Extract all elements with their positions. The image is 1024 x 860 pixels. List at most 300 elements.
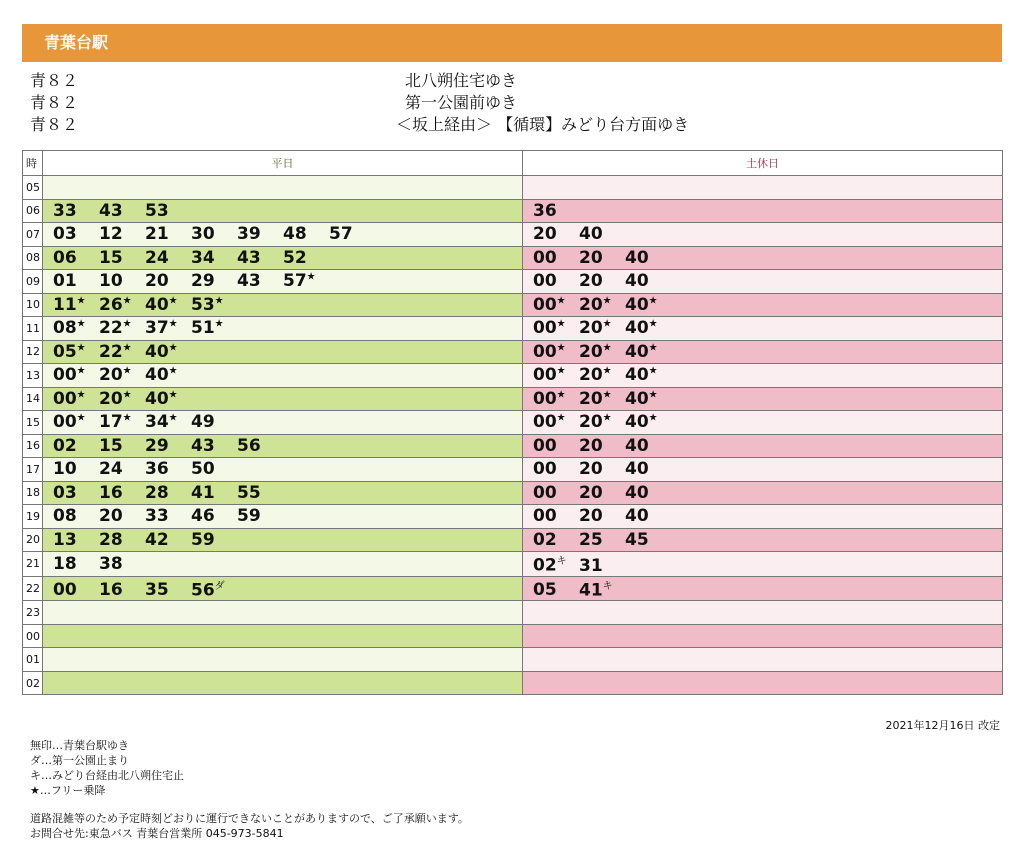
departure-minute: 48 [283,224,307,245]
departure-mark: ★ [556,389,566,401]
weekday-cell [43,246,523,270]
departure-time [283,271,329,291]
departure-minute: 29 [145,435,169,456]
departure-time [533,580,579,600]
departure-time [533,342,579,362]
route-row [30,92,750,114]
hour-cell: 06 [23,199,43,223]
departure-time [579,224,625,244]
departure-minute: 20 [579,318,603,339]
departure-minute: 52 [283,247,307,268]
departure-time [191,412,237,432]
departure-time [625,459,671,479]
departure-time [99,224,145,244]
departure-time [53,389,99,409]
departure-minute: 00 [533,318,557,339]
departure-time [579,530,625,550]
departure-minute: 28 [145,482,169,503]
departure-minute: 40 [625,482,649,503]
hour-cell: 19 [23,505,43,529]
route-list [30,70,750,136]
departure-mark: ★ [122,389,132,401]
departure-minute: 57 [283,271,307,292]
weekday-cell [43,576,523,601]
departure-minute: 20 [579,271,603,292]
departure-time [53,365,99,385]
departure-time [99,554,145,574]
departure-time [99,506,145,526]
holiday-cell [523,364,1003,388]
hour-cell: 23 [23,601,43,625]
table-row [23,387,1003,411]
departure-mark: ★ [122,295,132,307]
departure-time [533,365,579,385]
table-row [23,481,1003,505]
departure-minute: 40 [625,271,649,292]
departure-time [99,580,145,600]
departure-minute: 00 [533,365,557,386]
departure-time [145,248,191,268]
departure-time [53,224,99,244]
hour-cell: 08 [23,246,43,270]
weekday-cell [43,458,523,482]
departure-time [283,224,329,244]
weekday-cell [43,223,523,247]
weekday-cell [43,340,523,364]
weekday-cell [43,293,523,317]
departure-minute: 00 [533,412,557,433]
departure-minute: 00 [533,435,557,456]
station-title: 青葉台駅 [22,24,1002,62]
holiday-cell [523,340,1003,364]
table-row [23,434,1003,458]
table-row [23,223,1003,247]
departure-time [533,530,579,550]
departure-minute: 43 [99,200,123,221]
departure-time [145,530,191,550]
departure-mark: ★ [214,318,224,330]
revision-date: 2021年12月16日 改定 [885,719,1000,732]
holiday-cell [523,528,1003,552]
departure-minute: 26 [99,294,123,315]
departure-time [99,365,145,385]
departure-time [145,436,191,456]
departure-mark: ★ [648,318,658,330]
departure-time [53,201,99,221]
notes [30,738,469,841]
departure-time [145,506,191,526]
departure-time [53,436,99,456]
departure-minute: 55 [237,482,261,503]
contact-text: お問合せ先:東急バス 青葉台営業所 045-973-5841 [30,827,284,840]
hour-cell: 11 [23,317,43,341]
departure-time [579,248,625,268]
departure-time [99,295,145,315]
holiday-cell [523,671,1003,695]
hour-cell: 12 [23,340,43,364]
departure-minute: 39 [237,224,261,245]
departure-time [145,483,191,503]
departure-time [237,271,283,291]
departure-time [625,342,671,362]
departure-minute: 13 [53,529,77,550]
departure-minute: 40 [145,388,169,409]
departure-minute: 20 [579,388,603,409]
table-row [23,528,1003,552]
departure-minute: 42 [145,529,169,550]
departure-time [579,577,625,601]
departure-time [191,483,237,503]
departure-minute: 00 [533,341,557,362]
table-row [23,671,1003,695]
departure-time [237,436,283,456]
timetable-body [23,176,1003,695]
departure-minute: 02 [533,555,557,576]
departure-time [191,271,237,291]
departure-mark: ★ [648,365,658,377]
weekday-cell [43,364,523,388]
departure-mark: ★ [648,342,658,354]
departure-minute: 00 [533,388,557,409]
departure-time [579,389,625,409]
hour-cell: 13 [23,364,43,388]
weekday-cell [43,387,523,411]
departure-time [99,271,145,291]
departure-time [625,412,671,432]
departure-minute: 31 [579,555,603,576]
table-row [23,552,1003,577]
departure-minute: 02 [53,435,77,456]
hour-cell: 07 [23,223,43,247]
departure-minute: 40 [625,459,649,480]
legend-item: 無印…青葉台駅ゆき [30,739,129,752]
departure-minute: 36 [145,459,169,480]
departure-mark: キ [602,580,613,592]
table-row [23,601,1003,625]
departure-minute: 20 [579,341,603,362]
departure-minute: 20 [579,365,603,386]
table-row [23,505,1003,529]
departure-time [53,412,99,432]
holiday-cell [523,648,1003,672]
departure-minute: 20 [579,459,603,480]
weekday-cell [43,552,523,577]
hour-cell: 14 [23,387,43,411]
table-row [23,411,1003,435]
departure-minute: 22 [99,318,123,339]
departure-mark: ★ [648,412,658,424]
departure-minute: 53 [145,200,169,221]
departure-time [625,318,671,338]
departure-minute: 40 [145,341,169,362]
departure-time [53,506,99,526]
holiday-cell [523,293,1003,317]
weekday-cell [43,434,523,458]
holiday-cell [523,387,1003,411]
departure-minute: 01 [53,271,77,292]
weekday-cell [43,481,523,505]
table-row [23,364,1003,388]
departure-minute: 20 [579,482,603,503]
departure-time [145,365,191,385]
holiday-cell [523,624,1003,648]
departure-minute: 45 [625,529,649,550]
holiday-cell [523,411,1003,435]
departure-minute: 56 [237,435,261,456]
departure-minute: 15 [99,247,123,268]
departure-time [533,295,579,315]
departure-minute: 16 [99,580,123,601]
departure-minute: 56 [191,580,215,601]
departure-minute: 24 [99,459,123,480]
departure-time [53,342,99,362]
holiday-cell [523,601,1003,625]
departure-mark: ★ [602,365,612,377]
hour-cell: 18 [23,481,43,505]
route-destination: ＜坂上経由＞ 【循環】みどり台方面ゆき [396,115,690,134]
departure-minute: 20 [579,412,603,433]
departure-time [53,580,99,600]
departure-time [145,342,191,362]
holiday-cell [523,505,1003,529]
departure-mark: ★ [602,389,612,401]
weekday-cell [43,601,523,625]
departure-time [237,506,283,526]
notice-text: 道路混雑等のため予定時刻どおりに運行できないことがありますので、ご了承願います。 [30,812,469,825]
holiday-cell [523,199,1003,223]
departure-time [579,436,625,456]
departure-time [533,224,579,244]
departure-minute: 00 [53,365,77,386]
departure-time [191,224,237,244]
weekday-cell [43,624,523,648]
departure-mark: ★ [122,365,132,377]
departure-time [145,459,191,479]
hour-cell: 05 [23,176,43,200]
departure-time [53,248,99,268]
hour-cell: 17 [23,458,43,482]
weekday-cell [43,411,523,435]
weekday-cell [43,199,523,223]
departure-minute: 40 [145,294,169,315]
departure-mark: キ [556,556,567,567]
departure-time [53,295,99,315]
departure-minute: 00 [533,247,557,268]
weekday-cell [43,528,523,552]
route-number: 青８２ [30,71,79,90]
holiday-header: 土休日 [523,151,1003,176]
departure-minute: 28 [99,529,123,550]
departure-time [145,295,191,315]
legend-item: ダ…第一公園止まり [30,754,129,767]
departure-minute: 24 [145,247,169,268]
departure-mark: ★ [168,389,178,401]
departure-time [99,389,145,409]
departure-time [191,436,237,456]
departure-minute: 20 [579,294,603,315]
route-row [30,114,750,136]
departure-mark: ★ [602,412,612,424]
departure-time [237,224,283,244]
departure-minute: 20 [99,365,123,386]
table-row [23,340,1003,364]
table-row [23,458,1003,482]
departure-minute: 34 [191,247,215,268]
departure-minute: 21 [145,224,169,245]
departure-time [579,556,625,576]
hour-cell: 20 [23,528,43,552]
departure-mark: ★ [122,412,132,424]
departure-minute: 43 [237,247,261,268]
departure-mark: ★ [76,389,86,401]
departure-time [53,318,99,338]
departure-minute: 00 [533,459,557,480]
departure-time [579,295,625,315]
departure-time [625,248,671,268]
departure-minute: 03 [53,482,77,503]
departure-time [579,459,625,479]
departure-time [237,483,283,503]
departure-time [191,318,237,338]
departure-minute: 40 [625,506,649,527]
departure-time [99,483,145,503]
departure-time [533,201,579,221]
departure-time [625,436,671,456]
departure-mark: ★ [556,342,566,354]
departure-time [625,365,671,385]
departure-minute: 40 [579,224,603,245]
departure-minute: 40 [625,412,649,433]
departure-minute: 40 [625,294,649,315]
departure-mark: ★ [556,295,566,307]
departure-time [53,530,99,550]
departure-mark: ★ [602,295,612,307]
weekday-cell [43,648,523,672]
departure-minute: 46 [191,506,215,527]
departure-mark: ★ [76,412,86,424]
departure-minute: 00 [533,294,557,315]
hour-cell: 10 [23,293,43,317]
departure-minute: 05 [53,341,77,362]
departure-minute: 40 [625,318,649,339]
table-row [23,246,1003,270]
departure-minute: 40 [625,341,649,362]
departure-minute: 15 [99,435,123,456]
departure-mark: ★ [648,389,658,401]
departure-time [191,459,237,479]
departure-minute: 20 [99,388,123,409]
departure-minute: 00 [533,482,557,503]
departure-time [579,342,625,362]
departure-time [145,318,191,338]
route-number: 青８２ [30,93,79,112]
departure-time [533,552,579,576]
holiday-cell [523,246,1003,270]
departure-minute: 20 [533,224,557,245]
departure-minute: 00 [53,580,77,601]
departure-time [533,483,579,503]
holiday-cell [523,458,1003,482]
departure-minute: 38 [99,553,123,574]
holiday-cell [523,576,1003,601]
weekday-header: 平日 [43,151,523,176]
departure-time [145,389,191,409]
departure-time [99,436,145,456]
departure-minute: 18 [53,553,77,574]
departure-minute: 40 [145,365,169,386]
departure-minute: 50 [191,459,215,480]
weekday-cell [43,671,523,695]
departure-time [625,483,671,503]
hour-cell: 15 [23,411,43,435]
hour-cell: 09 [23,270,43,294]
holiday-cell [523,176,1003,200]
departure-time [625,506,671,526]
departure-time [145,271,191,291]
departure-time [625,530,671,550]
route-row [30,70,750,92]
departure-time [533,436,579,456]
departure-minute: 00 [533,271,557,292]
departure-minute: 02 [533,529,557,550]
departure-minute: 20 [579,435,603,456]
departure-time [625,389,671,409]
departure-time [191,577,237,601]
departure-minute: 40 [625,365,649,386]
departure-mark: ★ [76,342,86,354]
departure-minute: 33 [145,506,169,527]
departure-minute: 03 [53,224,77,245]
departure-time [99,342,145,362]
departure-minute: 20 [145,271,169,292]
departure-minute: 17 [99,412,123,433]
departure-minute: 11 [53,294,77,315]
departure-minute: 20 [99,506,123,527]
departure-minute: 00 [533,506,557,527]
departure-minute: 20 [579,247,603,268]
departure-minute: 08 [53,318,77,339]
departure-time [99,459,145,479]
table-row [23,317,1003,341]
departure-time [99,318,145,338]
departure-minute: 40 [625,388,649,409]
holiday-cell [523,317,1003,341]
departure-mark: ★ [602,342,612,354]
departure-minute: 20 [579,506,603,527]
timetable [22,150,1003,695]
departure-time [145,224,191,244]
departure-time [533,459,579,479]
departure-minute: 51 [191,318,215,339]
departure-time [145,201,191,221]
departure-minute: 29 [191,271,215,292]
departure-minute: 22 [99,341,123,362]
departure-minute: 10 [99,271,123,292]
departure-time [533,248,579,268]
weekday-cell [43,505,523,529]
departure-mark: ★ [76,365,86,377]
departure-minute: 30 [191,224,215,245]
holiday-cell [523,552,1003,577]
timetable-header [23,151,1003,176]
departure-minute: 06 [53,247,77,268]
departure-time [99,248,145,268]
departure-minute: 49 [191,412,215,433]
departure-minute: 00 [53,388,77,409]
departure-minute: 10 [53,459,77,480]
departure-time [625,271,671,291]
departure-time [579,506,625,526]
